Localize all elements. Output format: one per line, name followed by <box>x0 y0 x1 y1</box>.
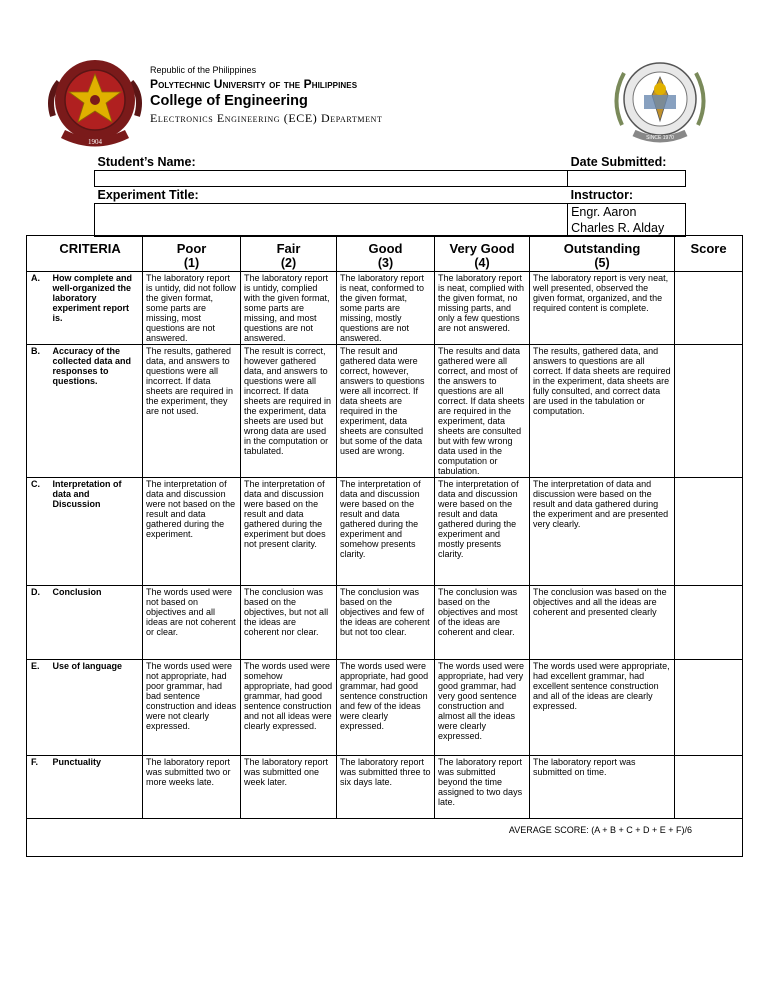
score-cell[interactable] <box>675 345 743 478</box>
ece-seal-logo <box>612 55 708 145</box>
criteria-letter: C. <box>27 478 53 586</box>
very-good-header: Very Good (4) <box>435 236 530 272</box>
instructor-label: Instructor: <box>570 188 634 202</box>
experiment-title-label: Experiment Title: <box>97 188 199 202</box>
svg-text:1904: 1904 <box>88 138 102 146</box>
rubric-row <box>27 478 743 586</box>
good-cell: The words used were appropriate, had good grammar, had good sentence construction and few of the ideas were clearly expressed. <box>337 660 435 756</box>
good-cell: The interpretation of data and discussion were based on the result and data gathered during the experiment and somehow presents clarity. <box>337 478 435 586</box>
criteria-letter: D. <box>27 586 53 660</box>
rubric-row <box>27 272 743 345</box>
department-name: Electronics Engineering (ECE) Department <box>150 111 383 125</box>
rubric-table <box>26 235 743 857</box>
poor-cell: The laboratory report was submitted two or more weeks late. <box>143 756 241 819</box>
poor-cell: The interpretation of data and discussion were not based on the result and data gathered during the experiment. <box>143 478 241 586</box>
criteria-letter: B. <box>27 345 53 478</box>
good-cell: The laboratory report is neat, conformed to the given format, some parts are missing, mostly questions are not answered. <box>337 272 435 345</box>
outstanding-cell: The laboratory report is very neat, well presented, observed the given format, organized, and the required content is complete. <box>530 272 675 345</box>
criteria-letter: E. <box>27 660 53 756</box>
very-good-cell: The conclusion was based on the objectives and most of the ideas are coherent and clear. <box>435 586 530 660</box>
rubric-row <box>27 586 743 660</box>
fair-cell: The laboratory report was submitted one week later. <box>241 756 337 819</box>
republic-line: Republic of the Philippines <box>150 65 257 75</box>
very-good-cell: The laboratory report was submitted beyond the time assigned to two days late. <box>435 756 530 819</box>
college-name: College of Engineering <box>150 93 308 109</box>
document-header <box>0 0 768 150</box>
criteria-name: Use of language <box>53 660 143 756</box>
fair-cell: The conclusion was based on the objectives, but not all the ideas are coherent nor clear. <box>241 586 337 660</box>
outstanding-cell: The conclusion was based on the objectives and all the ideas are coherent and presented clearly <box>530 586 675 660</box>
very-good-cell: The interpretation of data and discussion were based on the result and data gathered during the experiment and mostly presents clarity. <box>435 478 530 586</box>
outstanding-cell: The laboratory report was submitted on time. <box>530 756 675 819</box>
outstanding-cell: The interpretation of data and discussion were based on the result and data gathered during the experiment and are presented very clearly. <box>530 478 675 586</box>
university-name: Polytechnic University of the Philippines <box>150 77 358 91</box>
good-cell: The conclusion was based on the objectives and few of the ideas are coherent but not too clear. <box>337 586 435 660</box>
rubric-row <box>27 345 743 478</box>
score-cell[interactable] <box>675 478 743 586</box>
institution-block <box>150 64 382 126</box>
criteria-name: How complete and well-organized the laboratory experiment report is. <box>53 272 143 345</box>
rubric-row <box>27 660 743 756</box>
score-cell[interactable] <box>675 586 743 660</box>
outstanding-header: Outstanding (5) <box>530 236 675 272</box>
poor-header: Poor (1) <box>143 236 241 272</box>
pup-seal-logo <box>45 56 145 148</box>
fair-cell: The interpretation of data and discussion were based on the result and data gathered during the experiment but does not present clarity. <box>241 478 337 586</box>
fair-cell: The result is correct, however gathered data, and answers to questions were all incorrect. If data sheets are required in the experiment, data sheets are used but wrong data are used in the computation or tabulated. <box>241 345 337 478</box>
criteria-name: Conclusion <box>53 586 143 660</box>
criteria-name: Interpretation of data and Discussion <box>53 478 143 586</box>
very-good-cell: The laboratory report is neat, complied with the given format, no missing parts, and only a few questions are not answered. <box>435 272 530 345</box>
poor-cell: The laboratory report is untidy, did not follow the given format, some parts are missing, most questions are not answered. <box>143 272 241 345</box>
student-name-label: Student’s Name: <box>97 155 196 169</box>
criteria-header: CRITERIA <box>27 236 143 272</box>
date-submitted-label: Date Submitted: <box>570 155 667 169</box>
criteria-name: Accuracy of the collected data and responses to questions. <box>53 345 143 478</box>
criteria-letter: A. <box>27 272 53 345</box>
poor-cell: The words used were not appropriate, had poor grammar, had bad sentence construction and ideas were not clearly expressed. <box>143 660 241 756</box>
criteria-name: Punctuality <box>53 756 143 819</box>
fair-cell: The laboratory report is untidy, complied with the given format, some parts are missing, and most questions are not answered. <box>241 272 337 345</box>
fair-header: Fair (2) <box>241 236 337 272</box>
student-info-form <box>94 154 686 237</box>
average-score-formula: AVERAGE SCORE: (A + B + C + D + E + F)/6 <box>27 819 743 857</box>
date-submitted-field[interactable] <box>568 171 686 187</box>
score-cell[interactable] <box>675 660 743 756</box>
experiment-title-field[interactable] <box>95 204 568 237</box>
score-cell[interactable] <box>675 756 743 819</box>
very-good-cell: The words used were appropriate, had very good grammar, had very good sentence construction and almost all the ideas were clearly expressed. <box>435 660 530 756</box>
poor-cell: The results, gathered data, and answers to questions were all incorrect. If data sheets are required in the experiment, they are not used. <box>143 345 241 478</box>
score-cell[interactable] <box>675 272 743 345</box>
rubric-row <box>27 756 743 819</box>
good-cell: The laboratory report was submitted three to six days late. <box>337 756 435 819</box>
very-good-cell: The results and data gathered were all correct, and most of the answers to questions are all correct. If data sheets are required in the experiment, data sheets are consulted but with few wrong data used in the computation or tabulation. <box>435 345 530 478</box>
instructor-name-line2: Charles R. Alday <box>568 220 686 237</box>
svg-text:SINCE 1970: SINCE 1970 <box>646 135 674 141</box>
outstanding-cell: The words used were appropriate, had excellent grammar, had excellent sentence construction and all of the ideas are clearly expressed. <box>530 660 675 756</box>
poor-cell: The words used were not based on objectives and all ideas are not coherent or clear. <box>143 586 241 660</box>
instructor-name-line1: Engr. Aaron <box>568 204 686 221</box>
score-header: Score <box>675 236 743 272</box>
fair-cell: The words used were somehow appropriate, had good grammar, had good sentence construction and not all ideas were clearly expressed. <box>241 660 337 756</box>
outstanding-cell: The results, gathered data, and answers to questions are all correct. If data sheets are required in the experiment, data sheets are fully consulted, and correct data are used in the tabulation or computation. <box>530 345 675 478</box>
student-name-field[interactable] <box>95 171 568 187</box>
good-header: Good (3) <box>337 236 435 272</box>
criteria-letter: F. <box>27 756 53 819</box>
good-cell: The result and gathered data were correct, however, answers to questions were all incorrect. If data sheets are required in the experiment, data sheets are consulted but some of the data used are wrong. <box>337 345 435 478</box>
